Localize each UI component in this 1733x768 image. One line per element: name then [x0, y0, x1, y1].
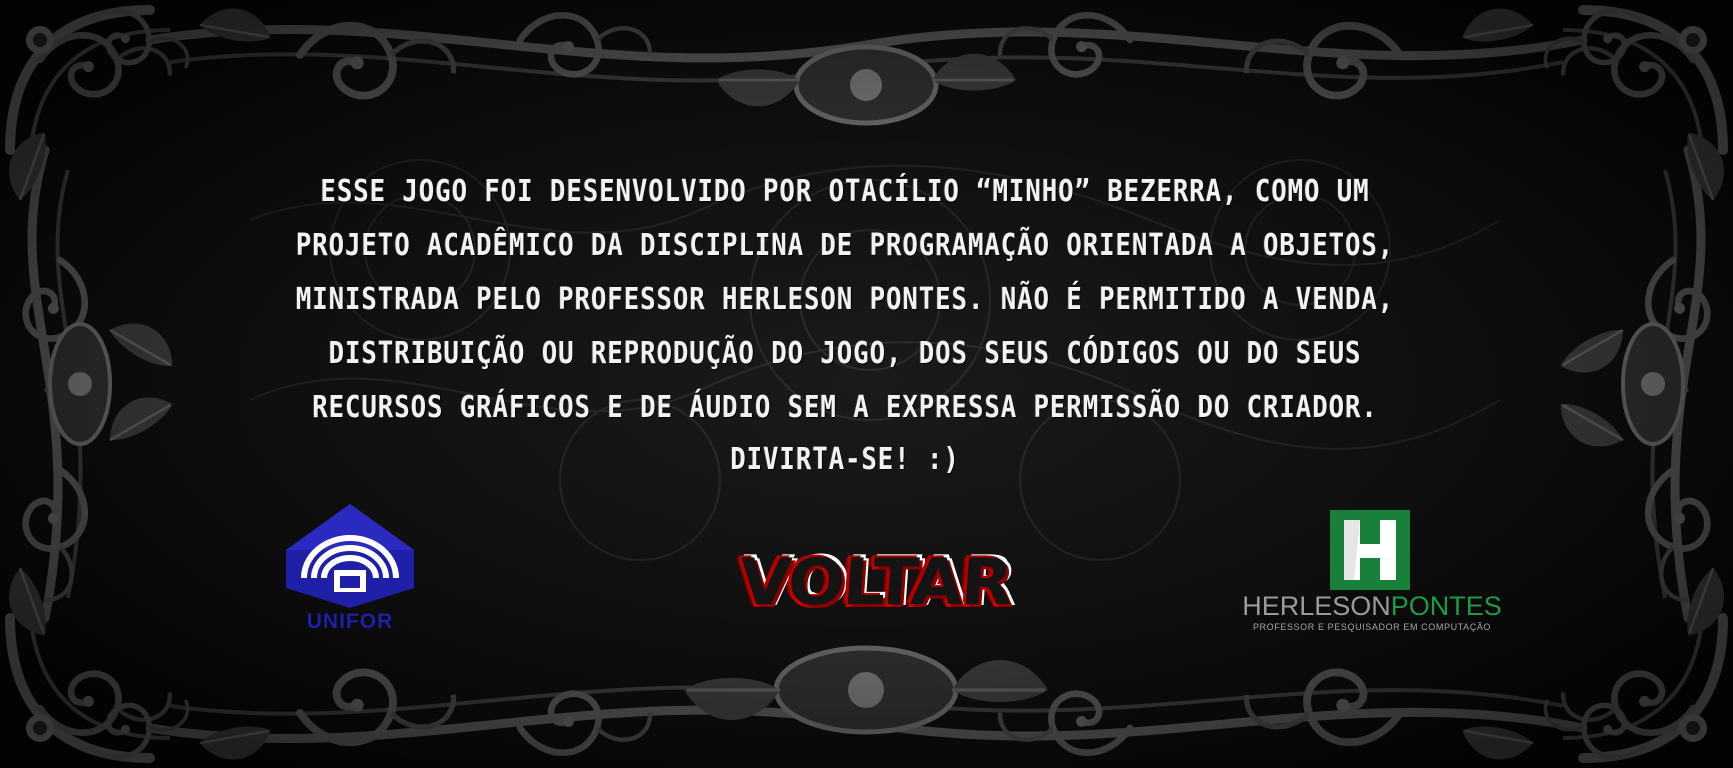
wordmark-first: HERLESON: [1242, 591, 1391, 621]
h-logo-icon: [1330, 510, 1410, 590]
herleson-pontes-tagline: PROFESSOR E PESQUISADOR EM COMPUTAÇÃO: [1252, 622, 1492, 632]
unifor-logo: [282, 500, 418, 636]
wordmark-last: PONTES: [1390, 591, 1502, 621]
back-button[interactable]: [735, 542, 1015, 624]
credits-text: [200, 165, 1490, 485]
credits-line: MINISTRADA PELO PROFESSOR HERLESON PONTES. NÃO É PERMITIDO A VENDA,: [295, 282, 1395, 317]
h-letter-icon: [1330, 510, 1410, 590]
credits-line: RECURSOS GRÁFICOS E DE ÁUDIO SEM A EXPRESSA PERMISSÃO DO CRIADOR.: [312, 390, 1378, 425]
unifor-emblem-icon: [282, 500, 418, 610]
credits-line: ESSE JOGO FOI DESENVOLVIDO POR OTACÍLIO “MINHO” BEZERRA, COMO UM: [320, 174, 1370, 209]
unifor-wordmark: UNIFOR: [306, 610, 394, 633]
credits-line: PROJETO ACADÊMICO DA DISCIPLINA DE PROGRAMAÇÃO ORIENTADA A OBJETOS,: [295, 228, 1395, 263]
herleson-pontes-logo: [1232, 508, 1512, 638]
credits-line: DISTRIBUIÇÃO OU REPRODUÇÃO DO JOGO, DOS SEUS CÓDIGOS OU DO SEUS: [328, 336, 1362, 371]
credits-line-closing: DIVIRTA-SE! :): [730, 442, 960, 477]
herleson-pontes-wordmark: [1232, 591, 1512, 622]
back-button-label: VOLTAR: [736, 546, 1014, 620]
